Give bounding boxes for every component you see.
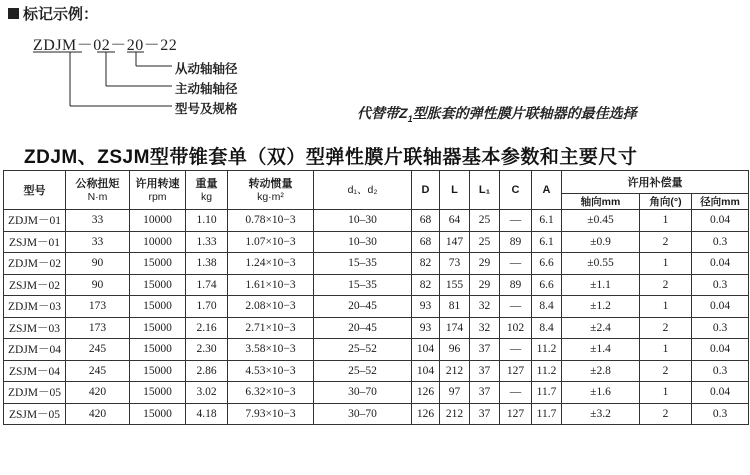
cell-weight: 4.18 <box>186 403 228 425</box>
cell-radial: 0.3 <box>692 317 749 339</box>
cell-D: 126 <box>412 403 440 425</box>
header-radial: 径向mm <box>692 194 749 210</box>
cell-A: 6.1 <box>532 231 562 253</box>
cell-d-range: 30–70 <box>314 403 412 425</box>
cell-axial: ±0.55 <box>562 253 640 275</box>
cell-torque: 420 <box>66 403 130 425</box>
cell-weight: 1.70 <box>186 296 228 318</box>
cell-inertia: 1.07×10−3 <box>228 231 314 253</box>
cell-weight: 1.38 <box>186 253 228 275</box>
cell-A: 11.7 <box>532 403 562 425</box>
cell-d-range: 15–35 <box>314 274 412 296</box>
header-d: d₁、d₂ <box>314 171 412 210</box>
cell-C: — <box>500 296 532 318</box>
cell-d-range: 20–45 <box>314 296 412 318</box>
cell-model: ZSJM－03 <box>4 317 66 339</box>
cell-axial: ±1.1 <box>562 274 640 296</box>
cell-A: 6.1 <box>532 210 562 232</box>
cell-torque: 33 <box>66 231 130 253</box>
cell-axial: ±3.2 <box>562 403 640 425</box>
cell-inertia: 2.71×10−3 <box>228 317 314 339</box>
annotation-model-spec: 型号及规格 <box>175 102 238 116</box>
cell-inertia: 2.08×10−3 <box>228 296 314 318</box>
cell-angular: 2 <box>640 403 692 425</box>
cell-A: 8.4 <box>532 317 562 339</box>
annotation-driven-shaft: 从动轴轴径 <box>175 62 238 76</box>
cell-angular: 1 <box>640 339 692 361</box>
cell-C: 89 <box>500 231 532 253</box>
cell-radial: 0.04 <box>692 382 749 404</box>
cell-D: 93 <box>412 296 440 318</box>
cell-axial: ±1.2 <box>562 296 640 318</box>
header-D: D <box>412 171 440 210</box>
cell-D: 68 <box>412 231 440 253</box>
cell-D: 82 <box>412 274 440 296</box>
table-row <box>4 403 749 425</box>
cell-model: ZDJM－05 <box>4 382 66 404</box>
cell-C: — <box>500 210 532 232</box>
cell-A: 11.2 <box>532 339 562 361</box>
cell-D: 68 <box>412 210 440 232</box>
cell-D: 126 <box>412 382 440 404</box>
cell-L1: 25 <box>470 210 500 232</box>
cell-axial: ±2.4 <box>562 317 640 339</box>
slogan-z-sub: 1 <box>407 113 413 124</box>
table-row <box>4 274 749 296</box>
table-row <box>4 339 749 361</box>
table-row <box>4 382 749 404</box>
cell-inertia: 3.58×10−3 <box>228 339 314 361</box>
header-compensation: 许用补偿量 <box>562 171 749 194</box>
header-A: A <box>532 171 562 210</box>
leader-lines <box>0 0 300 130</box>
cell-axial: ±2.8 <box>562 360 640 382</box>
slogan-suffix: 型胀套的弹性膜片联轴器的最佳选择 <box>412 105 637 121</box>
header-weight: 重量 kg <box>186 171 228 210</box>
marking-example <box>0 0 300 130</box>
cell-weight: 2.86 <box>186 360 228 382</box>
cell-speed: 15000 <box>130 403 186 425</box>
cell-C: — <box>500 253 532 275</box>
cell-L: 174 <box>440 317 470 339</box>
cell-weight: 1.10 <box>186 210 228 232</box>
cell-L1: 29 <box>470 253 500 275</box>
cell-A: 6.6 <box>532 253 562 275</box>
header-model: 型号 <box>4 171 66 210</box>
header-C: C <box>500 171 532 210</box>
cell-model: ZDJM－04 <box>4 339 66 361</box>
cell-L: 64 <box>440 210 470 232</box>
cell-angular: 1 <box>640 253 692 275</box>
cell-model: ZSJM－04 <box>4 360 66 382</box>
cell-inertia: 6.32×10−3 <box>228 382 314 404</box>
cell-inertia: 7.93×10−3 <box>228 403 314 425</box>
slogan <box>357 103 637 124</box>
cell-angular: 2 <box>640 317 692 339</box>
cell-inertia: 1.61×10−3 <box>228 274 314 296</box>
cell-L1: 37 <box>470 403 500 425</box>
cell-L: 81 <box>440 296 470 318</box>
cell-torque: 90 <box>66 253 130 275</box>
annotation-driving-shaft: 主动轴轴径 <box>175 82 238 96</box>
cell-C: — <box>500 339 532 361</box>
header-L: L <box>440 171 470 210</box>
cell-angular: 2 <box>640 231 692 253</box>
cell-L: 212 <box>440 360 470 382</box>
cell-model: ZDJM－03 <box>4 296 66 318</box>
cell-L: 212 <box>440 403 470 425</box>
cell-speed: 10000 <box>130 231 186 253</box>
example-code: ZDJM－02－20－22 <box>33 37 178 54</box>
cell-inertia: 0.78×10−3 <box>228 210 314 232</box>
cell-radial: 0.3 <box>692 403 749 425</box>
table-row <box>4 253 749 275</box>
cell-C: — <box>500 382 532 404</box>
cell-speed: 15000 <box>130 339 186 361</box>
cell-weight: 3.02 <box>186 382 228 404</box>
cell-d-range: 25–52 <box>314 360 412 382</box>
parameter-table <box>3 170 749 425</box>
cell-L1: 29 <box>470 274 500 296</box>
cell-C: 127 <box>500 403 532 425</box>
cell-speed: 15000 <box>130 317 186 339</box>
cell-L: 147 <box>440 231 470 253</box>
cell-C: 89 <box>500 274 532 296</box>
header-torque: 公称扭矩 N·m <box>66 171 130 210</box>
page-title: ZDJM、ZSJM型带锥套单（双）型弹性膜片联轴器基本参数和主要尺寸 <box>24 147 638 168</box>
cell-radial: 0.04 <box>692 210 749 232</box>
cell-L1: 37 <box>470 339 500 361</box>
cell-model: ZSJM－02 <box>4 274 66 296</box>
header-L1: L₁ <box>470 171 500 210</box>
cell-L: 155 <box>440 274 470 296</box>
cell-D: 104 <box>412 339 440 361</box>
cell-L1: 37 <box>470 382 500 404</box>
cell-C: 127 <box>500 360 532 382</box>
slogan-z: Z <box>399 105 408 121</box>
cell-speed: 15000 <box>130 382 186 404</box>
cell-L: 96 <box>440 339 470 361</box>
cell-L1: 25 <box>470 231 500 253</box>
cell-speed: 15000 <box>130 296 186 318</box>
cell-A: 11.2 <box>532 360 562 382</box>
cell-torque: 33 <box>66 210 130 232</box>
cell-axial: ±1.4 <box>562 339 640 361</box>
cell-torque: 173 <box>66 296 130 318</box>
table-row <box>4 317 749 339</box>
cell-axial: ±0.9 <box>562 231 640 253</box>
cell-model: ZSJM－01 <box>4 231 66 253</box>
cell-axial: ±1.6 <box>562 382 640 404</box>
cell-torque: 245 <box>66 339 130 361</box>
cell-speed: 15000 <box>130 274 186 296</box>
cell-d-range: 20–45 <box>314 317 412 339</box>
cell-torque: 173 <box>66 317 130 339</box>
table-row <box>4 296 749 318</box>
table-row <box>4 231 749 253</box>
cell-weight: 2.30 <box>186 339 228 361</box>
cell-L1: 32 <box>470 317 500 339</box>
cell-radial: 0.04 <box>692 296 749 318</box>
cell-L: 97 <box>440 382 470 404</box>
header-angular: 角向(°) <box>640 194 692 210</box>
cell-C: 102 <box>500 317 532 339</box>
cell-d-range: 25–52 <box>314 339 412 361</box>
cell-axial: ±0.45 <box>562 210 640 232</box>
cell-L1: 37 <box>470 360 500 382</box>
cell-torque: 90 <box>66 274 130 296</box>
cell-A: 8.4 <box>532 296 562 318</box>
cell-model: ZDJM－02 <box>4 253 66 275</box>
cell-inertia: 1.24×10−3 <box>228 253 314 275</box>
cell-angular: 1 <box>640 210 692 232</box>
cell-D: 82 <box>412 253 440 275</box>
cell-d-range: 15–35 <box>314 253 412 275</box>
cell-inertia: 4.53×10−3 <box>228 360 314 382</box>
header-axial: 轴向mm <box>562 194 640 210</box>
cell-D: 104 <box>412 360 440 382</box>
table-row <box>4 360 749 382</box>
table-body <box>4 210 749 425</box>
cell-d-range: 30–70 <box>314 382 412 404</box>
cell-angular: 2 <box>640 274 692 296</box>
cell-L: 73 <box>440 253 470 275</box>
cell-d-range: 10–30 <box>314 210 412 232</box>
section-heading-text: 标记示例： <box>23 6 99 23</box>
cell-torque: 420 <box>66 382 130 404</box>
cell-model: ZDJM－01 <box>4 210 66 232</box>
cell-radial: 0.3 <box>692 360 749 382</box>
cell-speed: 15000 <box>130 253 186 275</box>
cell-radial: 0.3 <box>692 231 749 253</box>
cell-A: 11.7 <box>532 382 562 404</box>
cell-D: 93 <box>412 317 440 339</box>
cell-speed: 15000 <box>130 360 186 382</box>
cell-d-range: 10–30 <box>314 231 412 253</box>
header-inertia: 转动惯量 kg·m² <box>228 171 314 210</box>
cell-angular: 1 <box>640 382 692 404</box>
table-row <box>4 210 749 232</box>
cell-torque: 245 <box>66 360 130 382</box>
header-speed: 许用转速 rpm <box>130 171 186 210</box>
cell-L1: 32 <box>470 296 500 318</box>
cell-radial: 0.04 <box>692 253 749 275</box>
cell-weight: 1.74 <box>186 274 228 296</box>
cell-radial: 0.04 <box>692 339 749 361</box>
cell-radial: 0.3 <box>692 274 749 296</box>
cell-angular: 2 <box>640 360 692 382</box>
cell-A: 6.6 <box>532 274 562 296</box>
cell-weight: 1.33 <box>186 231 228 253</box>
cell-weight: 2.16 <box>186 317 228 339</box>
slogan-prefix: 代替带 <box>357 105 399 121</box>
cell-speed: 10000 <box>130 210 186 232</box>
cell-model: ZSJM－05 <box>4 403 66 425</box>
cell-angular: 1 <box>640 296 692 318</box>
